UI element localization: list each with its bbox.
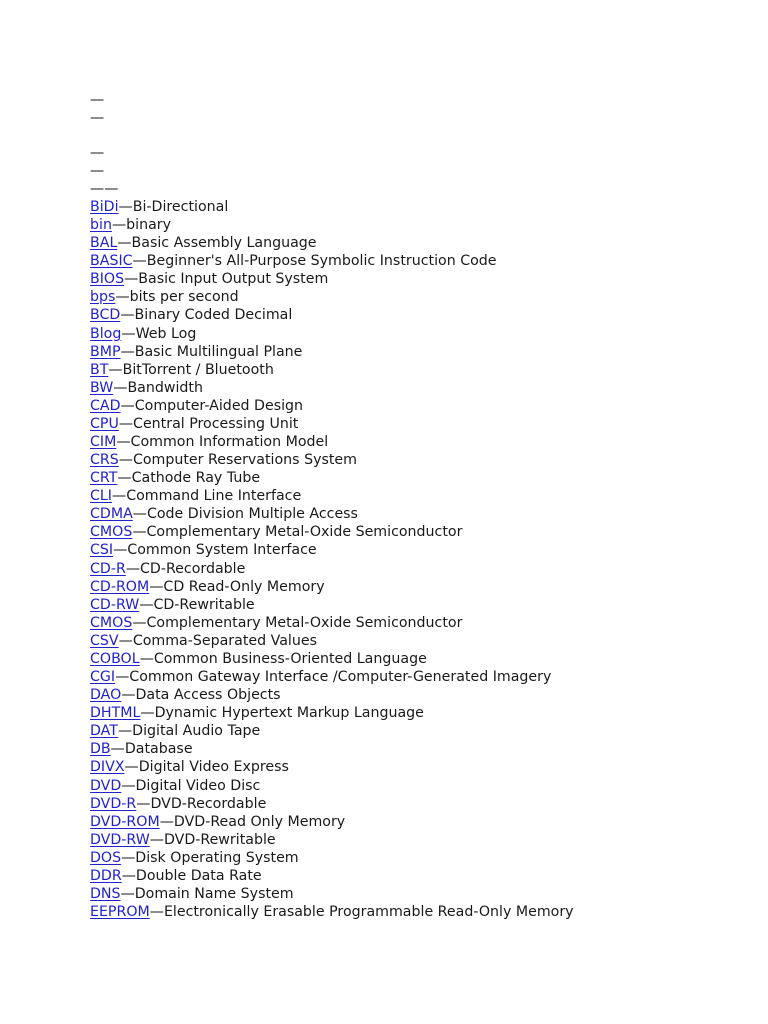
acronym-link[interactable]: DVD-ROM — [90, 813, 160, 830]
acronym-link[interactable]: BW — [90, 379, 114, 396]
acronym-link[interactable]: CD-ROM — [90, 578, 150, 595]
acronym-link[interactable]: DDR — [90, 867, 122, 884]
separator-dash: — — [115, 669, 130, 686]
acronym-entry — [90, 578, 750, 596]
acronym-meaning: Basic Multilingual Plane — [134, 343, 303, 360]
acronym-entry — [90, 234, 750, 252]
acronym-meaning: Database — [124, 741, 193, 758]
acronym-link[interactable]: CD-R — [90, 560, 126, 577]
acronym-link[interactable]: CD-RW — [90, 596, 140, 613]
acronym-link[interactable]: BASIC — [90, 253, 133, 270]
separator-dash: — — [132, 614, 147, 631]
separator-dash: — — [120, 307, 135, 324]
acronym-meaning: Common Information Model — [130, 434, 329, 451]
acronym-link[interactable]: BCD — [90, 307, 121, 324]
separator-dash: — — [149, 904, 164, 921]
separator-dash: — — [121, 867, 136, 884]
acronym-meaning: Common Gateway Interface /Computer-Generated Imagery — [129, 669, 552, 686]
acronym-link[interactable]: CRS — [90, 452, 119, 469]
dash-line: — — [90, 110, 105, 126]
separator-dash: — — [149, 831, 164, 848]
acronym-entry — [90, 361, 750, 379]
separator-dash: — — [112, 488, 127, 505]
acronym-link[interactable]: CAD — [90, 397, 121, 414]
acronym-entry — [90, 487, 750, 505]
separator-dash: — — [121, 849, 136, 866]
acronym-link[interactable]: DNS — [90, 885, 121, 902]
separator-dash: — — [139, 650, 154, 667]
acronym-meaning: DVD-Rewritable — [163, 831, 276, 848]
acronym-meaning: DVD-Read Only Memory — [173, 813, 346, 830]
acronym-meaning: CD-Rewritable — [153, 596, 255, 613]
acronym-meaning: Disk Operating System — [135, 849, 299, 866]
separator-dash: — — [117, 723, 133, 740]
acronym-entry — [90, 849, 750, 867]
acronym-entry — [90, 885, 750, 903]
dash-line: — — [90, 145, 105, 161]
acronym-entry — [90, 758, 750, 776]
acronym-entry — [90, 632, 750, 650]
acronym-entry — [90, 704, 750, 722]
acronym-link[interactable]: DAO — [90, 687, 122, 704]
dash-line: — — [90, 163, 105, 179]
separator-dash: — — [118, 452, 133, 469]
acronym-entry — [90, 469, 750, 487]
acronym-meaning: Basic Input Output System — [138, 271, 329, 288]
acronym-entry — [90, 325, 750, 343]
acronym-link[interactable]: CGI — [90, 669, 116, 686]
acronym-meaning: Comma-Separated Values — [132, 632, 317, 649]
acronym-meaning: Computer Reservations System — [132, 452, 357, 469]
separator-dash: — — [132, 506, 147, 523]
acronym-meaning: Domain Name System — [134, 885, 294, 902]
acronym-link[interactable]: DHTML — [90, 705, 141, 722]
acronym-entry — [90, 343, 750, 361]
acronym-entry — [90, 560, 750, 578]
acronym-meaning: Bi-Directional — [132, 199, 229, 215]
acronym-meaning: CD-Recordable — [140, 560, 246, 577]
acronym-entry — [90, 252, 750, 270]
separator-dash: — — [113, 379, 128, 396]
document-page — [90, 91, 750, 921]
separator-dash: — — [120, 397, 135, 414]
acronym-entry — [90, 451, 750, 469]
blank-gap — [90, 127, 750, 144]
acronym-entry — [90, 523, 750, 541]
acronym-meaning: Computer-Aided Design — [134, 397, 304, 414]
separator-dash: — — [159, 813, 174, 830]
acronym-link[interactable]: CDMA — [90, 506, 133, 523]
acronym-link[interactable]: CSI — [90, 542, 114, 559]
acronym-entry — [90, 596, 750, 614]
acronym-link[interactable]: CPU — [90, 415, 119, 432]
acronym-entry — [90, 379, 750, 397]
separator-dash: — — [115, 289, 130, 306]
acronym-link[interactable]: BMP — [90, 343, 121, 360]
acronym-meaning: Bandwidth — [127, 379, 203, 396]
separator-dash: — — [121, 777, 136, 794]
separator-dash: — — [120, 343, 135, 360]
acronym-link[interactable]: CLI — [90, 488, 112, 505]
acronym-entry — [90, 505, 750, 523]
acronym-meaning: CD Read-Only Memory — [163, 578, 325, 595]
separator-dash: — — [118, 632, 133, 649]
acronym-link[interactable]: DAT — [90, 723, 118, 740]
acronym-entry — [90, 813, 750, 831]
separator-dash: — — [140, 705, 155, 722]
acronym-meaning: Beginner's All-Purpose Symbolic Instruction Code — [146, 253, 497, 270]
acronym-meaning: Dynamic Hypertext Markup Language — [154, 705, 424, 722]
separator-dash: — — [149, 578, 164, 595]
separator-dash: — — [132, 524, 147, 541]
acronym-link[interactable]: Blog — [90, 325, 122, 342]
acronym-meaning: BitTorrent / Bluetooth — [122, 361, 274, 378]
acronym-entry — [90, 668, 750, 686]
acronym-meaning: Digital Video Disc — [135, 777, 261, 794]
acronym-link[interactable]: BIOS — [90, 271, 125, 288]
acronym-entry — [90, 903, 750, 921]
separator-dash: — — [121, 325, 136, 342]
acronym-entry — [90, 216, 750, 234]
acronym-link[interactable]: CMOS — [90, 524, 133, 541]
acronym-meaning: Complementary Metal-Oxide Semiconductor — [146, 524, 463, 541]
acronym-meaning: Central Processing Unit — [133, 415, 299, 432]
separator-dash: — — [121, 687, 136, 704]
acronym-meaning: Data Access Objects — [135, 687, 281, 704]
acronym-entry — [90, 686, 750, 704]
acronym-meaning: Command Line Interface — [126, 488, 302, 505]
acronym-meaning: binary — [126, 217, 172, 234]
acronym-link[interactable]: CMOS — [90, 614, 133, 631]
separator-dash: — — [132, 253, 147, 270]
acronym-entry — [90, 270, 750, 288]
separator-dash: — — [120, 885, 135, 902]
acronym-meaning: Common Business-Oriented Language — [153, 650, 427, 667]
acronym-meaning: Double Data Rate — [135, 867, 262, 884]
acronym-meaning: Digital Audio Tape — [132, 723, 261, 740]
acronym-entry — [90, 867, 750, 885]
acronym-link[interactable]: BAL — [90, 235, 118, 252]
acronym-entry — [90, 306, 750, 324]
acronym-link[interactable]: DOS — [90, 849, 122, 866]
separator-dash: — — [113, 542, 128, 559]
acronym-meaning: Basic Assembly Language — [131, 235, 317, 252]
separator-dash: — — [111, 217, 127, 234]
acronym-link[interactable]: DB — [90, 741, 111, 758]
acronym-meaning: Code Division Multiple Access — [146, 506, 358, 523]
separator-dash: — — [118, 199, 133, 215]
acronym-link[interactable]: CIM — [90, 434, 117, 451]
acronym-entry — [90, 795, 750, 813]
acronym-link[interactable]: EEPROM — [90, 904, 150, 921]
separator-dash: — — [110, 741, 125, 758]
acronym-link[interactable]: CSV — [90, 632, 119, 649]
acronym-link[interactable]: CRT — [90, 470, 118, 487]
separator-dash: — — [125, 560, 140, 577]
dash-line: — — [90, 92, 105, 108]
acronym-link[interactable]: bps — [90, 289, 116, 306]
acronym-entry — [90, 415, 750, 433]
separator-dash: — — [117, 470, 132, 487]
separator-dash: — — [136, 795, 151, 812]
acronym-entry — [90, 740, 750, 758]
acronym-meaning: Binary Coded Decimal — [134, 307, 293, 324]
acronym-meaning: Digital Video Express — [138, 759, 289, 776]
separator-dash: — — [117, 235, 132, 252]
acronym-link[interactable]: DVD-R — [90, 795, 137, 812]
separator-dash: — — [124, 759, 139, 776]
acronym-entry — [90, 397, 750, 415]
acronym-entry — [90, 614, 750, 632]
acronym-meaning: Web Log — [135, 325, 197, 342]
dash-line: —— — [90, 181, 119, 197]
acronym-link[interactable]: bin — [90, 217, 112, 234]
separator-dash: — — [139, 596, 154, 613]
acronym-entry — [90, 777, 750, 795]
acronym-meaning: Cathode Ray Tube — [131, 470, 261, 487]
acronym-entry — [90, 722, 750, 740]
acronym-meaning: Common System Interface — [127, 542, 317, 559]
acronym-entry — [90, 198, 750, 216]
acronym-meaning: Electronically Erasable Programmable Read-Only Memory — [163, 904, 574, 921]
acronym-entry — [90, 288, 750, 306]
acronym-link[interactable]: BT — [90, 361, 109, 378]
acronym-meaning: Complementary Metal-Oxide Semiconductor — [146, 614, 463, 631]
acronym-meaning: bits per second — [129, 289, 239, 306]
acronym-link[interactable]: DVD — [90, 777, 122, 794]
acronym-entry — [90, 541, 750, 559]
acronym-link[interactable]: DIVX — [90, 759, 125, 776]
acronym-link[interactable]: BiDi — [90, 199, 119, 215]
acronym-list — [90, 198, 750, 921]
acronym-entry — [90, 831, 750, 849]
acronym-entry — [90, 650, 750, 668]
separator-dash: — — [116, 434, 131, 451]
acronym-entry — [90, 433, 750, 451]
separator-dash: — — [108, 361, 123, 378]
acronym-link[interactable]: COBOL — [90, 650, 140, 667]
separator-dash: — — [118, 415, 134, 432]
acronym-meaning: DVD-Recordable — [150, 795, 267, 812]
acronym-link[interactable]: DVD-RW — [90, 831, 150, 848]
separator-dash: — — [124, 271, 139, 288]
